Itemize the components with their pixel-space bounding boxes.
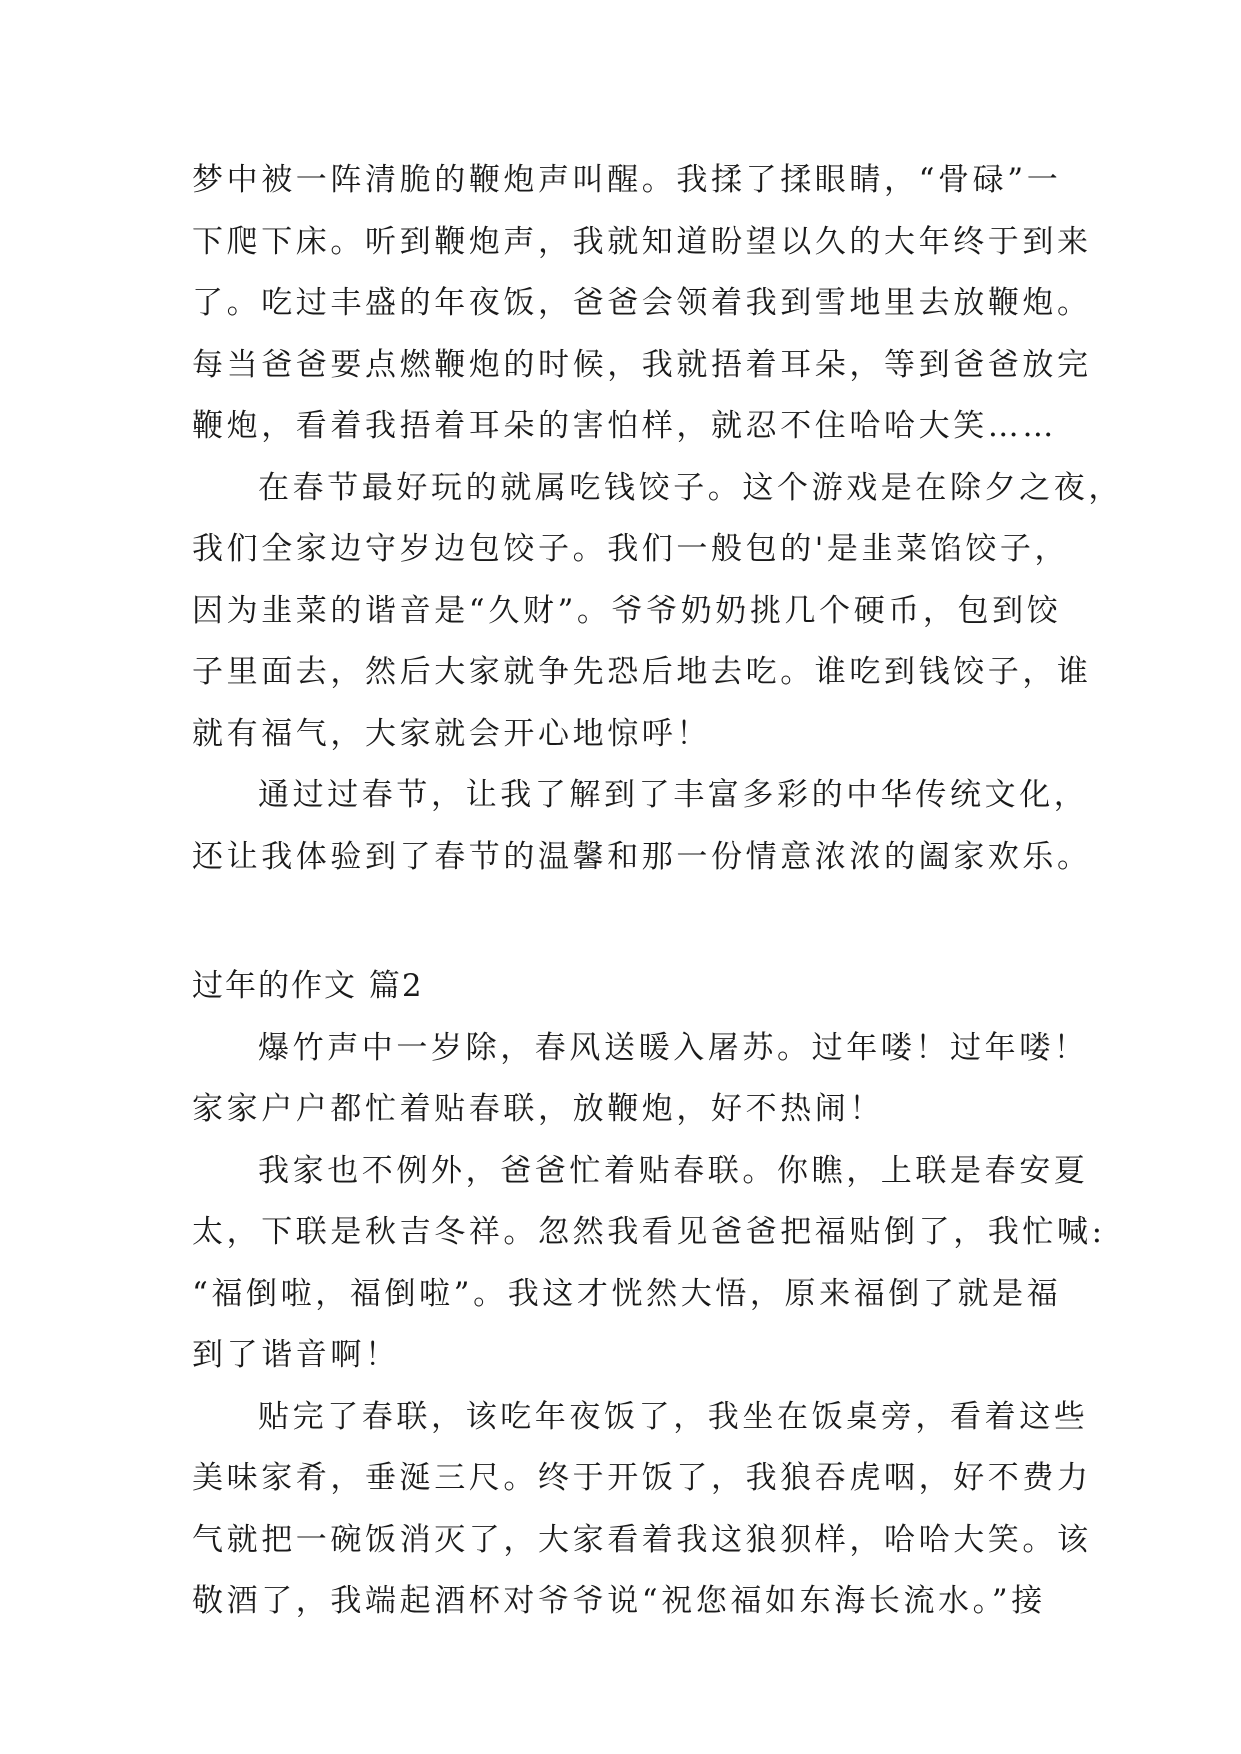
text-line: 我们全家边守岁边包饺子。我们一般包的'是韭菜馅饺子， (192, 531, 1070, 567)
paragraph-couplets (192, 1141, 1106, 1387)
document-page (192, 150, 1123, 1633)
text-line: 贴完了春联，该吃年夜饭了，我坐在饭桌旁，看着这些 (258, 1398, 1089, 1435)
text-line: 子里面去，然后大家就争先恐后地去吃。谁吃到钱饺子，谁 (192, 654, 1092, 690)
paragraph-dumplings (192, 458, 1123, 766)
text-line: 爆竹声中一岁除，春风送暖入屠苏。过年喽！过年喽！ (258, 1029, 1089, 1066)
text-line: 鞭炮，看着我捂着耳朵的害怕样，就忍不住哈哈大笑…… (192, 408, 1057, 444)
text-line: 在春节最好玩的就属吃钱饺子。这个游戏是在除夕之夜， (258, 469, 1123, 506)
text-line: 就有福气，大家就会开心地惊呼！ (192, 715, 711, 752)
paragraph-opening (192, 1018, 1089, 1141)
text-line: 还让我体验到了春节的温馨和那一份情意浓浓的阖家欢乐。 (192, 838, 1092, 875)
paragraph-firecrackers (192, 150, 1092, 458)
text-line: 家家户户都忙着贴春联，放鞭炮，好不热闹！ (192, 1091, 884, 1127)
section-gap (192, 888, 1072, 956)
text-line: “福倒啦，福倒啦”。我这才恍然大悟，原来福倒了就是福 (192, 1275, 1062, 1312)
text-line: 通过过春节，让我了解到了丰富多彩的中华传统文化， (258, 777, 1089, 813)
section-heading: 过年的作文 篇2 (192, 968, 424, 1004)
text-line: 下爬下床。听到鞭炮声，我就知道盼望以久的大年终于到来 (192, 223, 1092, 260)
text-line: 美味家肴，垂涎三尺。终于开饭了，我狼吞虎咽，好不费力 (192, 1460, 1092, 1496)
text-line: 敬酒了，我端起酒杯对爷爷说“祝您福如东海长流水。”接 (192, 1583, 1046, 1619)
paragraph-conclusion (192, 765, 1092, 888)
text-line: 太，下联是秋吉冬祥。忽然我看见爸爸把福贴倒了，我忙喊: (192, 1214, 1106, 1250)
text-line: 了。吃过丰盛的年夜饭，爸爸会领着我到雪地里去放鞭炮。 (192, 285, 1092, 321)
text-line: 到了谐音啊！ (192, 1337, 400, 1373)
text-line: 我家也不例外，爸爸忙着贴春联。你瞧，上联是春安夏 (258, 1152, 1089, 1189)
text-line: 因为韭菜的谐音是“久财”。爷爷奶奶挑几个硬币，包到饺 (192, 592, 1062, 629)
paragraph-dinner (192, 1387, 1092, 1633)
text-line: 每当爸爸要点燃鞭炮的时候，我就捂着耳朵，等到爸爸放完 (192, 346, 1092, 383)
text-line: 梦中被一阵清脆的鞭炮声叫醒。我揉了揉眼睛，“骨碌”一 (192, 162, 1062, 198)
text-line: 气就把一碗饭消灭了，大家看着我这狼狈样，哈哈大笑。该 (192, 1521, 1092, 1558)
